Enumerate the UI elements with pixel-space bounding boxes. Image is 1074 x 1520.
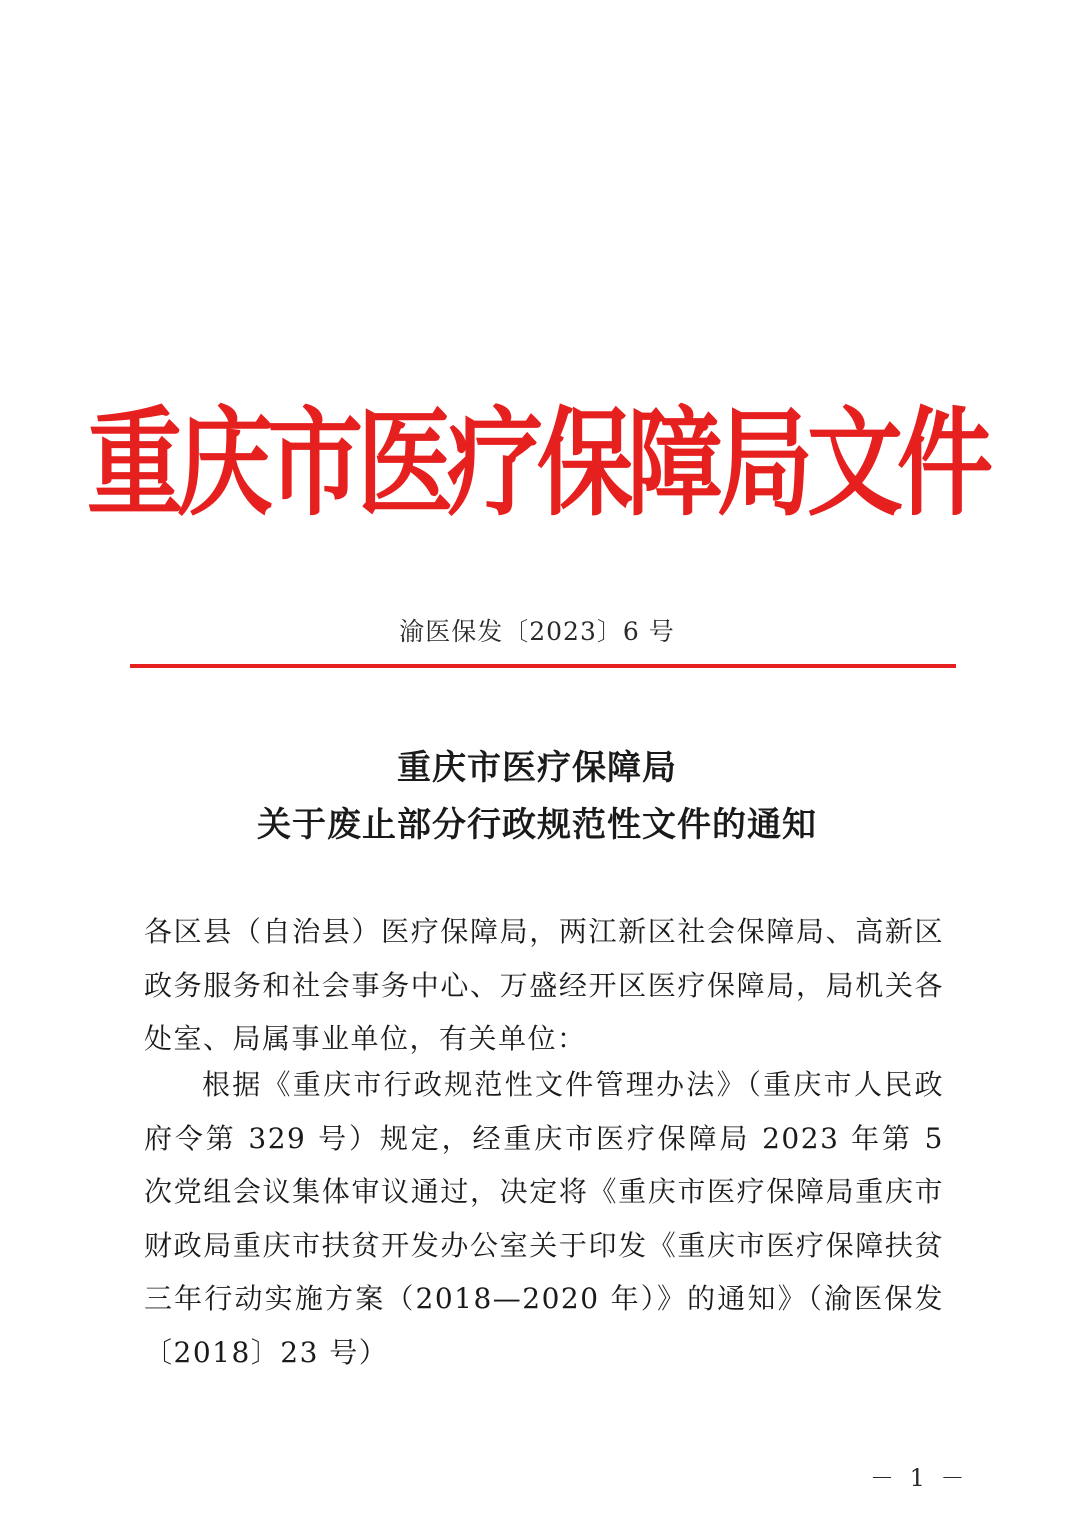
document-title-line-1: 重庆市医疗保障局 (397, 748, 677, 788)
red-separator-rule (130, 664, 956, 668)
body-paragraph: 根据《重庆市行政规范性文件管理办法》（重庆市人民政府令第 329 号）规定，经重庆市医疗保障局 2023 年第 5 次党组会议集体审议通过，决定将《重庆市医疗保障局重庆市财政局重庆市扶贫开发办公室关于印发《重庆市医疗保障扶贫三年行动实施方案（2018—2020 年）》的通知》（渝医保发〔2018〕23 号） (144, 1068, 944, 1369)
document-number: 渝医保发〔2023〕6 号 (399, 617, 675, 646)
document-masthead: 重庆市医疗保障局文件 (87, 395, 987, 532)
document-title-line-2: 关于废止部分行政规范性文件的通知 (257, 805, 817, 845)
addressee-paragraph: 各区县（自治县）医疗保障局，两江新区社会保障局、高新区政务服务和社会事务中心、万盛经开区医疗保障局，局机关各处室、局属事业单位，有关单位： (144, 915, 944, 1055)
page-number: － 1 － (870, 1464, 969, 1492)
